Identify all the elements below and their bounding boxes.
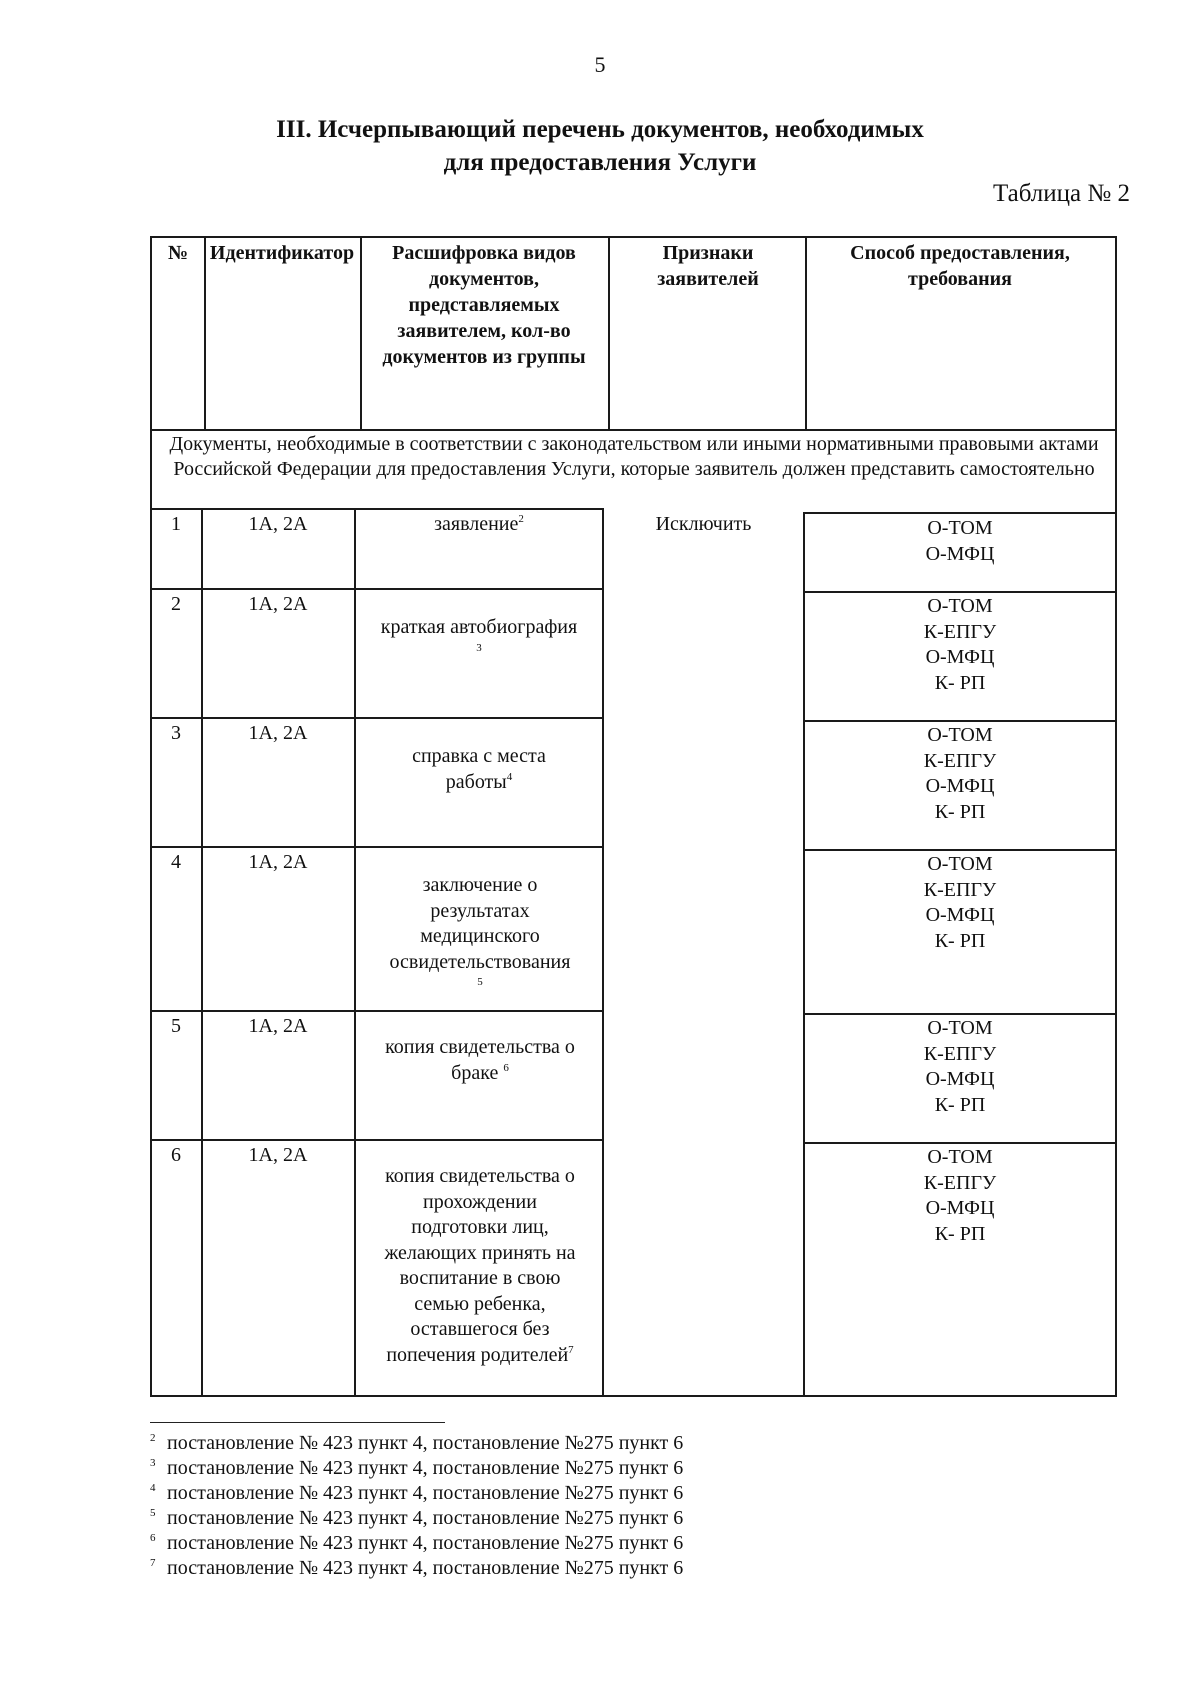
footnote-text: постановление № 423 пункт 4, постановление №275 пункт 6 [167,1482,684,1504]
method-row-5-bottom-rule [803,1142,1117,1144]
row-4-methods [807,852,1113,954]
row-6-methods [807,1145,1113,1247]
row-5-document-text: копия свидетельства о браке [385,1036,575,1084]
footnote-separator [150,1422,445,1423]
table-border-right [1115,236,1117,1397]
row-2-bottom-rule [150,717,602,719]
footnote-text: постановление № 423 пункт 4, постановление №275 пункт 6 [167,1457,684,1479]
header-rule-1 [204,236,206,429]
row-3-document-text: справка с места работы [412,745,546,793]
header-bottom-rule [150,429,1117,431]
row-2-method: О-ТОМ [927,595,993,617]
method-row-1-bottom-rule [803,591,1117,593]
header-submission-method: Способ предоставления, требования [850,242,1070,290]
page-number: 5 [594,52,606,77]
row-2-method: О-МФЦ [925,646,995,668]
row-4-method: К-ЕПГУ [923,878,997,901]
row-1-footnote-ref: 2 [518,513,524,525]
row-3-methods [807,723,1113,825]
column-rule-4 [803,512,805,1397]
row-3-method: К- РП [934,800,986,823]
column-rule-2 [354,508,356,1397]
row-1-method: О-ТОМ [927,517,993,539]
row-5-bottom-rule [150,1139,602,1141]
footnote-text: постановление № 423 пункт 4, постановление №275 пункт 6 [167,1557,684,1579]
row-3-footnote-ref: 4 [506,770,513,783]
row-3-identifier: 1А, 2А [248,722,308,744]
row-6-method: К- РП [934,1222,986,1245]
row-1-document-text: заявление [434,513,519,535]
row-4-footnote-ref: 5 [477,976,483,988]
row-3-bottom-rule [150,846,602,848]
method-row-2-bottom-rule [803,720,1117,722]
row-3-document [382,744,576,795]
header-rule-4 [805,236,807,429]
section-bottom-rule [150,508,602,510]
section-title-line-1: III. Исчерпывающий перечень документов, необходимых [276,116,924,143]
row-5-footnote-ref: 6 [503,1061,509,1074]
row-4-bottom-rule [150,1010,602,1012]
row-5-methods [807,1016,1113,1118]
header-applicant-signs: Признаки заявителей [657,242,759,290]
row-2-document [380,615,578,666]
row-1-identifier: 1А, 2А [248,513,308,535]
applicant-sign-value: Исключить [655,513,752,535]
footnote-text: постановление № 423 пункт 4, постановление №275 пункт 6 [167,1507,684,1529]
row-5-identifier: 1А, 2А [248,1015,308,1037]
row-4-method: О-МФЦ [925,904,995,926]
row-6-method: К-ЕПГУ [923,1171,997,1194]
row-2-method: К-ЕПГУ [923,620,997,643]
row-5-document [365,1035,595,1086]
row-4-method: К- РП [934,929,986,952]
documents-table [150,236,1117,1397]
footnote: 4 постановление № 423 пункт 4, постановление №275 пункт 6 [150,1482,684,1504]
row-2-identifier: 1А, 2А [248,593,308,615]
row-4-number: 4 [171,851,181,873]
row-3-number: 3 [171,722,181,744]
footnote: 7 постановление № 423 пункт 4, постановление №275 пункт 6 [150,1557,684,1579]
section-title-line-2: для предоставления Услуги [443,149,757,176]
row-5-method: О-ТОМ [927,1017,993,1039]
header-rule-3 [608,236,610,429]
header-rule-2 [360,236,362,429]
row-6-number: 6 [171,1144,181,1166]
footnote: 2 постановление № 423 пункт 4, постановление №275 пункт 6 [150,1432,684,1454]
header-identifier: Идентификатор [209,242,355,264]
method-row-3-bottom-rule [803,849,1117,851]
row-2-methods [807,594,1113,696]
row-6-identifier: 1А, 2А [248,1144,308,1166]
header-number: № [167,242,189,264]
row-6-footnote-ref: 7 [568,1343,574,1356]
row-3-method: О-МФЦ [925,775,995,797]
row-1-number: 1 [171,513,181,535]
table-border-bottom [150,1395,1117,1397]
section-title [0,113,1200,179]
row-4-identifier: 1А, 2А [248,851,308,873]
row-4-document-text: заключение о результатах медицинского освидетельствования [389,874,571,973]
row-4-method: О-ТОМ [927,853,993,875]
row-2-number: 2 [171,593,181,615]
row-6-method: О-МФЦ [925,1197,995,1219]
row-6-method: О-ТОМ [927,1146,993,1168]
row-6-document [375,1164,585,1368]
row-4-document [372,873,588,989]
method-row-1-top-rule [803,512,1117,514]
column-rule-1 [201,508,203,1397]
row-2-footnote-ref: 3 [476,641,482,654]
row-5-method: К- РП [934,1093,986,1116]
method-row-4-bottom-rule [803,1013,1117,1015]
row-5-number: 5 [171,1015,181,1037]
footnote: 5 постановление № 423 пункт 4, постановление №275 пункт 6 [150,1507,684,1529]
section-heading: Документы, необходимые в соответствии с законодательством или иными нормативными правовыми актами Российской Федерации для предоставления Услуги, которые заявитель должен представить самостоятельно [169,433,1099,480]
row-1-document [362,512,596,538]
row-3-method: К-ЕПГУ [923,749,997,772]
row-1-bottom-rule [150,588,602,590]
table-caption: Таблица № 2 [992,180,1130,207]
footnote-text: постановление № 423 пункт 4, постановление №275 пункт 6 [167,1432,684,1454]
footnote: 6 постановление № 423 пункт 4, постановление №275 пункт 6 [150,1532,684,1554]
row-1-methods [807,516,1113,567]
footnotes [150,1431,683,1581]
row-5-method: К-ЕПГУ [923,1042,997,1065]
row-3-method: О-ТОМ [927,724,993,746]
footnote: 3 постановление № 423 пункт 4, постановление №275 пункт 6 [150,1457,684,1479]
row-6-document-text: копия свидетельства о прохождении подготовки лиц, желающих принять на воспитание в свою семью ребенка, оставшегося без попечения родителей [384,1165,576,1366]
table-border-top [150,236,1117,238]
row-2-document-text: краткая автобиография [380,616,578,638]
row-2-method: К- РП [934,671,986,694]
column-rule-3 [602,508,604,1397]
row-1-method: О-МФЦ [925,542,995,565]
header-document-description: Расшифровка видов документов, представляемых заявителем, кол-во документов из группы [382,242,586,368]
footnote-text: постановление № 423 пункт 4, постановление №275 пункт 6 [167,1532,684,1554]
row-5-method: О-МФЦ [925,1068,995,1090]
table-border-left [150,236,152,1397]
